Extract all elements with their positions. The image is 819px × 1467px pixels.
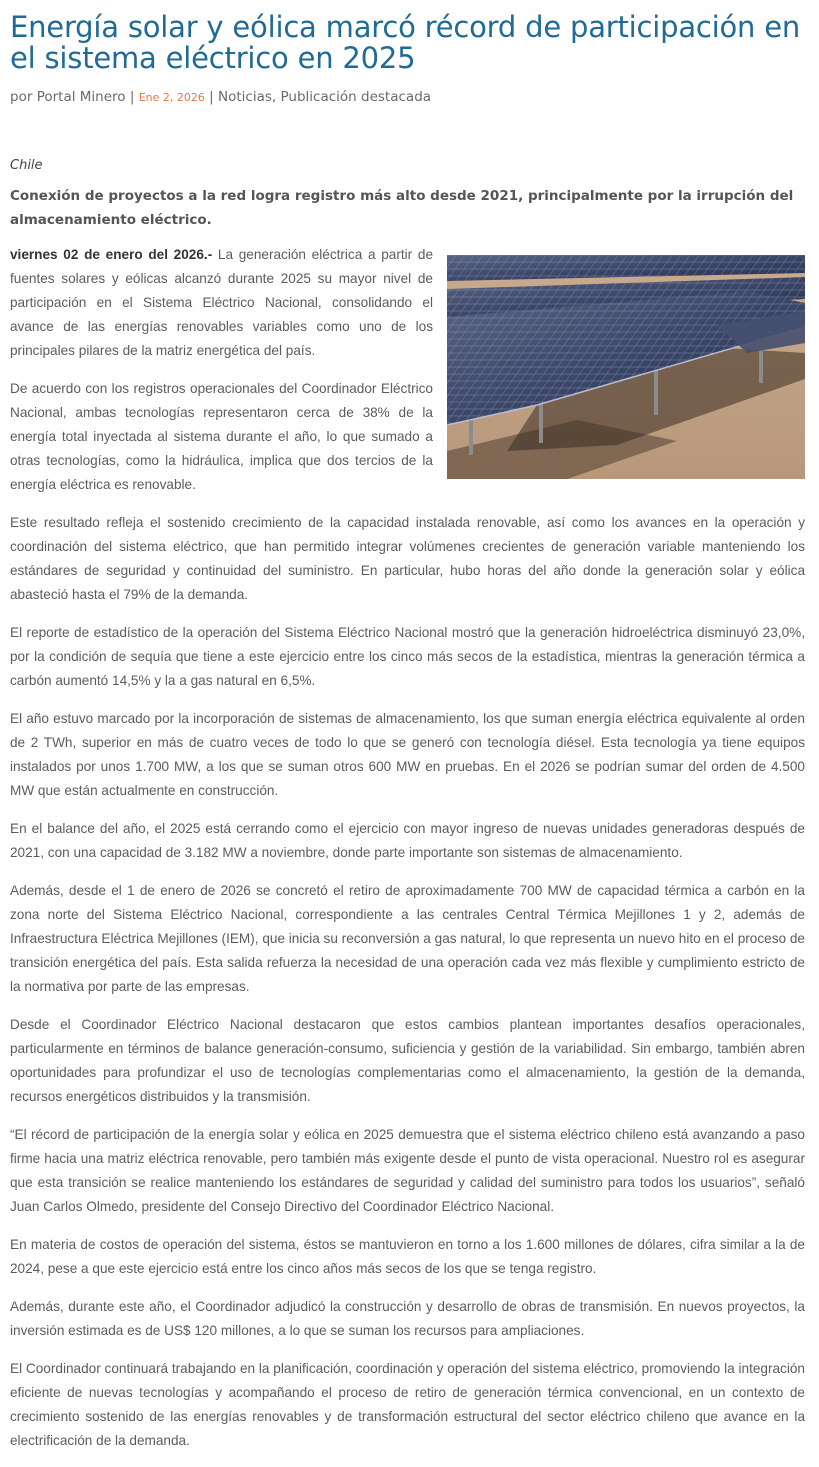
paragraph-9-quote: “El récord de participación de la energía solar y eólica en 2025 demuestra que el sistema eléctrico chileno está avanzando a paso firme hacia una matriz eléctrica renovable, pero también más exigente desde el punto de vista operacional. Nuestro rol es asegurar que esta transición se realice manteniendo los estándares de seguridad y calidad del suministro para todos los usuarios”, señaló Juan Carlos Olmedo, presidente del Consejo Directivo del Coordinador Eléctrico Nacional. xyxy=(10,1127,805,1214)
category-separator: , xyxy=(271,89,277,105)
paragraph-7: Además, desde el 1 de enero de 2026 se concretó el retiro de aproximadamente 700 MW de capacidad térmica a carbón en la zona norte del Sistema Eléctrico Nacional, correspondiente a las centrales Central Térmica Mejillones 1 y 2, además de Infraestructura Eléctrica Mejillones (IEM), que inicia su reconversión a gas natural, lo que representa un nuevo hito en el proceso de transición energética del país. Esta salida refuerza la necesidad de una operación cada vez más flexible y cumplimiento estricto de la normativa por parte de las empresas. xyxy=(10,883,805,994)
paragraph-3: Este resultado refleja el sostenido crecimiento de la capacidad instalada renovable, así como los avances en la operación y coordinación del sistema eléctrico, que han permitido integrar volúmenes crecientes de generación variable manteniendo los estándares de seguridad y continuidad del suministro. En particular, hubo horas del año donde la generación solar y eólica abasteció hasta el 79% de la demanda. xyxy=(10,515,805,602)
country-label: Chile xyxy=(10,158,43,173)
solar-panel-photo xyxy=(447,255,805,479)
paragraph-1-text: La generación eléctrica a partir de fuentes solares y eólicas alcanzó durante 2025 su mayor nivel de participación en el Sistema Eléctrico Nacional, consolidando el avance de las energías renovables variables como uno de los principales pilares de la matriz energética del país. xyxy=(10,247,433,358)
article-container xyxy=(10,0,805,1467)
paragraph-5: El año estuvo marcado por la incorporación de sistemas de almacenamiento, los que suman energía eléctrica equivalente al orden de 2 TWh, superior en más de cuatro veces de todo lo que se generó con tecnología diésel. Esta tecnología ya tiene equipos instalados por unos 1.700 MW, a los que se suman otros 600 MW en pruebas. En el 2026 se podrían sumar del orden de 4.500 MW que están actualmente en construcción. xyxy=(10,711,805,798)
article-body xyxy=(10,243,805,1453)
paragraph-10: En materia de costos de operación del sistema, éstos se mantuvieron en torno a los 1.600 millones de dólares, cifra similar a la de 2024, pese a que este ejercicio está entre los cinco años más secos de los que se tenga registro. xyxy=(10,1237,805,1276)
paragraph-8: Desde el Coordinador Eléctrico Nacional destacaron que estos cambios plantean importantes desafíos operacionales, particularmente en términos de balance generación-consumo, suficiencia y gestión de la variabilidad. Sin embargo, también abren oportunidades para profundizar el uso de tecnologías complementarias como el almacenamiento, la gestión de la demanda, recursos energéticos distribuidos y la transmisión. xyxy=(10,1017,805,1104)
paragraph-4: El reporte de estadístico de la operación del Sistema Eléctrico Nacional mostró que la generación hidroeléctrica disminuyó 23,0%, por la condición de sequía que tiene a este ejercicio entre los cinco más secos de la estadística, mientras la generación térmica a carbón aumentó 14,5% y la a gas natural en 6,5%. xyxy=(10,625,805,688)
post-meta xyxy=(10,87,805,107)
dateline: viernes 02 de enero del 2026.- xyxy=(10,247,213,262)
paragraph-11: Además, durante este año, el Coordinador adjudicó la construcción y desarrollo de obras de transmisión. En nuevos proyectos, la inversión estimada es de US$ 120 millones, a lo que se suman los recursos para ampliaciones. xyxy=(10,1299,805,1338)
category-link-noticias[interactable]: Noticias xyxy=(218,89,272,105)
category-link-destacada[interactable]: Publicación destacada xyxy=(280,89,432,105)
by-prefix: por xyxy=(10,89,33,105)
post-date: Ene 2, 2026 xyxy=(138,91,205,104)
paragraph-2: De acuerdo con los registros operacionales del Coordinador Eléctrico Nacional, ambas tecnologías representaron cerca de 38% de la energía total inyectada al sistema durante el año, lo que sumado a otras tecnologías, como la hidráulica, implica que dos tercios de la energía eléctrica es renovable. xyxy=(10,381,433,492)
meta-separator-2: | xyxy=(209,89,214,105)
article-title: Energía solar y eólica marcó récord de participación en el sistema eléctrico en 2025 xyxy=(10,10,801,75)
article-lead: Conexión de proyectos a la red logra registro más alto desde 2021, principalmente por la irrupción del almacenamiento eléctrico. xyxy=(10,188,794,228)
paragraph-6: En el balance del año, el 2025 está cerrando como el ejercicio con mayor ingreso de nuevas unidades generadoras después de 2021, con una capacidad de 3.182 MW a noviembre, donde parte importante son sistemas de almacenamiento. xyxy=(10,821,805,860)
meta-separator-1: | xyxy=(129,89,135,105)
author-link[interactable]: Portal Minero xyxy=(36,89,126,105)
paragraph-12: El Coordinador continuará trabajando en la planificación, coordinación y operación del sistema eléctrico, promoviendo la integración eficiente de nuevas tecnologías y acompañando el proceso de retiro de generación térmica convencional, en un contexto de crecimiento sostenido de las energías renovables y de transformación estructural del sector eléctrico chileno que avance en la electrificación de la demanda. xyxy=(10,1361,805,1448)
